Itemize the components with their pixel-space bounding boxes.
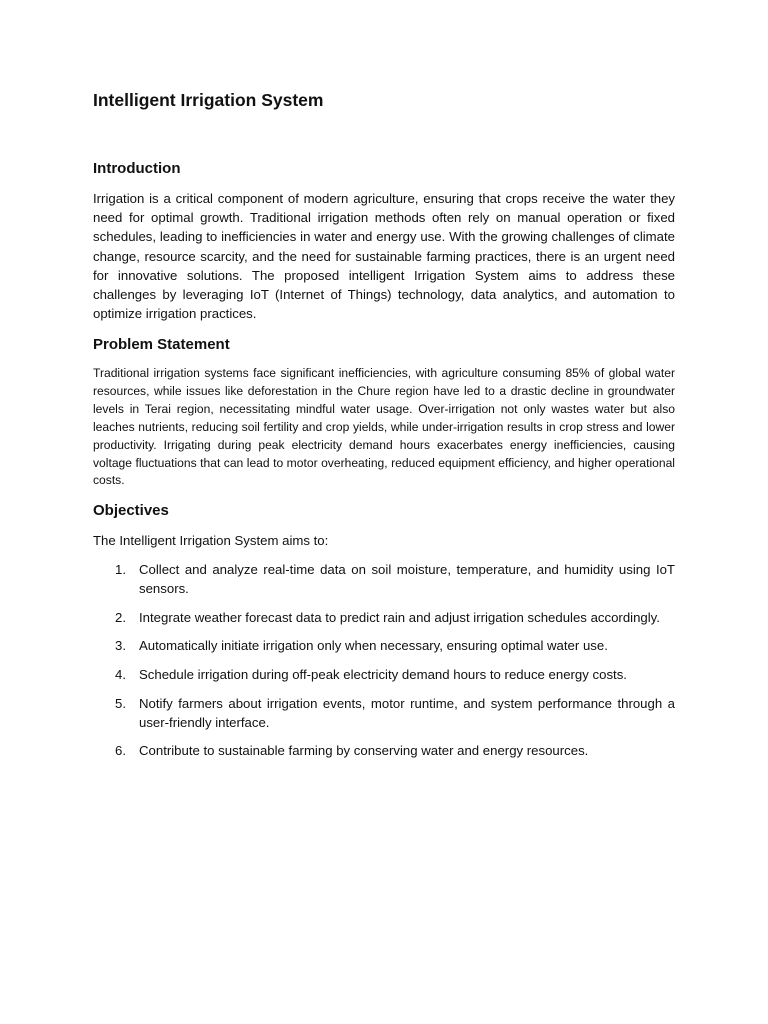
problem-statement-heading: Problem Statement xyxy=(93,336,230,353)
objective-number: 6. xyxy=(115,743,126,759)
objective-number: 2. xyxy=(115,609,126,625)
objective-number: 3. xyxy=(115,638,126,654)
introduction-paragraph: Irrigation is a critical component of modern agriculture, ensuring that crops receive the water they need for optimal growth. Traditional irrigation methods often rely on manual operation or fixed schedules, leading to inefficiencies in water and energy use. With the growing challenges of climate change, resource scarcity, and the need for sustainable farming practices, there is an urgent need for innovative solutions. The proposed intelligent Irrigation System aims to address these challenges by leveraging IoT (Internet of Things) technology, data analytics, and automation to optimize irrigation practices. xyxy=(93,191,675,322)
problem-statement-paragraph: Traditional irrigation systems face significant inefficiencies, with agriculture consuming 85% of global water resources, while issues like deforestation in the Chure region have led to a drastic decline in groundwater levels in Terai region, necessitating mindful water usage. Over-irrigation not only wastes water but also leaches nutrients, reducing soil fertility and crop yields, while under-irrigation results in crop stress and lower productivity. Irrigating during peak electricity demand hours exacerbates energy inefficiencies, causing voltage fluctuations that can lead to motor overheating, reduced equipment efficiency, and higher operational costs. xyxy=(93,366,675,488)
objective-item xyxy=(93,636,675,655)
objective-text: Schedule irrigation during off-peak electricity demand hours to reduce energy costs. xyxy=(139,666,627,682)
objective-text: Contribute to sustainable farming by conserving water and energy resources. xyxy=(139,743,589,759)
objectives-list xyxy=(93,560,675,770)
objectives-intro: The Intelligent Irrigation System aims to: xyxy=(93,533,329,548)
objective-text: Collect and analyze real-time data on soil moisture, temperature, and humidity using IoT sensors. xyxy=(139,562,675,597)
objective-item xyxy=(93,694,675,732)
document-title: Intelligent Irrigation System xyxy=(93,90,324,110)
objective-text: Integrate weather forecast data to predict rain and adjust irrigation schedules accordingly. xyxy=(139,609,660,625)
objective-text: Notify farmers about irrigation events, motor runtime, and system performance through a user-friendly interface. xyxy=(139,695,675,730)
objective-number: 4. xyxy=(115,666,126,682)
objective-number: 1. xyxy=(115,562,126,577)
objective-item xyxy=(93,560,675,598)
objective-number: 5. xyxy=(115,695,126,711)
objective-item xyxy=(93,608,675,627)
objective-item xyxy=(93,741,675,760)
objective-text: Automatically initiate irrigation only when necessary, ensuring optimal water use. xyxy=(139,638,608,654)
objective-item xyxy=(93,665,675,684)
objectives-heading: Objectives xyxy=(93,502,169,519)
introduction-heading: Introduction xyxy=(93,160,181,177)
